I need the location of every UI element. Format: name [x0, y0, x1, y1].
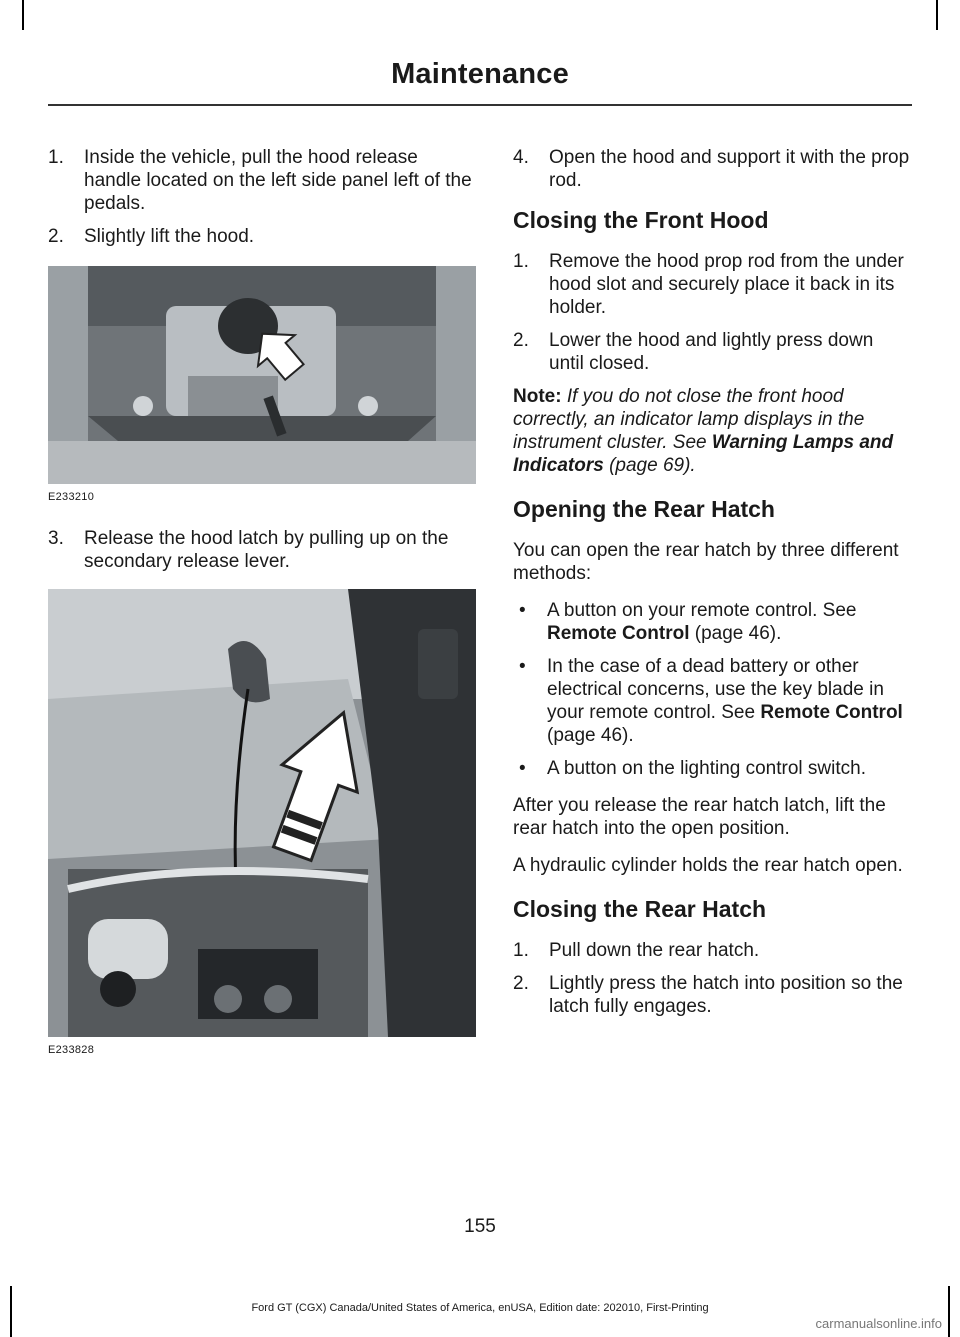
list-text: In the case of a dead battery or other electrical concerns, use the key blade in your remote control. See [547, 656, 884, 723]
bullet-marker: • [519, 600, 526, 621]
list-text: A button on your remote control. See [547, 600, 857, 621]
step-item [513, 146, 913, 192]
step-item [513, 972, 913, 1018]
step-text: Inside the vehicle, pull the hood release handle located on the left side panel left of the pedals. [84, 147, 472, 214]
cross-reference-link[interactable]: Warning Lamps and Indicators [513, 432, 894, 476]
step-item [48, 527, 478, 573]
list-item [513, 599, 913, 645]
note-paragraph [513, 385, 913, 477]
list-text: A button on the lighting control switch. [547, 758, 866, 779]
step-item [48, 225, 478, 248]
list-item [513, 655, 913, 747]
note-label: Note: [513, 386, 562, 407]
step-text: Remove the hood prop rod from the under hood slot and securely place it back in its holder. [549, 251, 904, 318]
bullet-marker: • [519, 656, 526, 677]
figure-secondary-release [48, 589, 478, 1062]
step-text: Lower the hood and lightly press down until closed. [549, 330, 874, 374]
step-number: 1. [48, 147, 64, 168]
paragraph: You can open the rear hatch by three different methods: [513, 540, 899, 584]
hood-release-illustration [48, 266, 476, 484]
page-reference: (page 46). [694, 623, 782, 644]
step-text: Release the hood latch by pulling up on the secondary release lever. [84, 528, 449, 572]
page-number: 155 [464, 1216, 496, 1237]
crop-mark-tr-v [936, 0, 938, 30]
step-item [513, 250, 913, 319]
step-text: Pull down the rear hatch. [549, 940, 760, 961]
right-column [513, 146, 913, 1028]
step-item [513, 329, 913, 375]
step-text: Open the hood and support it with the prop rod. [549, 147, 910, 191]
page-reference: (page 69). [609, 455, 696, 476]
footer-text: Ford GT (CGX) Canada/United States of America, enUSA, Edition date: 202010, First-Printing [251, 1302, 709, 1314]
figure-code: E233828 [48, 1044, 95, 1056]
cross-reference-link[interactable]: Remote Control [760, 702, 903, 723]
step-number: 2. [513, 330, 529, 351]
step-number: 2. [513, 973, 529, 994]
step-number: 2. [48, 226, 64, 247]
cross-reference-link[interactable]: Remote Control [547, 623, 690, 644]
section-heading: Opening the Rear Hatch [513, 496, 775, 522]
step-item [513, 939, 913, 962]
bullet-marker: • [519, 758, 526, 779]
figure-hood-release [48, 266, 478, 509]
watermark: carmanualsonline.info [815, 1316, 942, 1331]
step-item [48, 146, 478, 215]
figure-code: E233210 [48, 491, 95, 503]
left-column [48, 146, 478, 1080]
list-item [513, 757, 913, 780]
secondary-release-illustration [48, 589, 476, 1037]
step-text: Lightly press the hatch into position so the latch fully engages. [549, 973, 903, 1017]
paragraph: After you release the rear hatch latch, lift the rear hatch into the open position. [513, 795, 886, 839]
step-text: Slightly lift the hood. [84, 226, 255, 247]
page-reference: (page 46). [547, 725, 634, 746]
paragraph: A hydraulic cylinder holds the rear hatch open. [513, 855, 903, 876]
step-number: 4. [513, 147, 529, 168]
section-heading: Closing the Front Hood [513, 207, 769, 233]
step-number: 3. [48, 528, 64, 549]
step-number: 1. [513, 940, 529, 961]
header-divider [48, 104, 912, 106]
step-number: 1. [513, 251, 529, 272]
section-heading: Closing the Rear Hatch [513, 896, 767, 922]
note-text: If you do not close the front hood correctly, an indicator lamp displays in the instrument cluster. See [513, 386, 865, 453]
page-title: Maintenance [391, 58, 569, 90]
crop-mark-tl-v [22, 0, 24, 30]
